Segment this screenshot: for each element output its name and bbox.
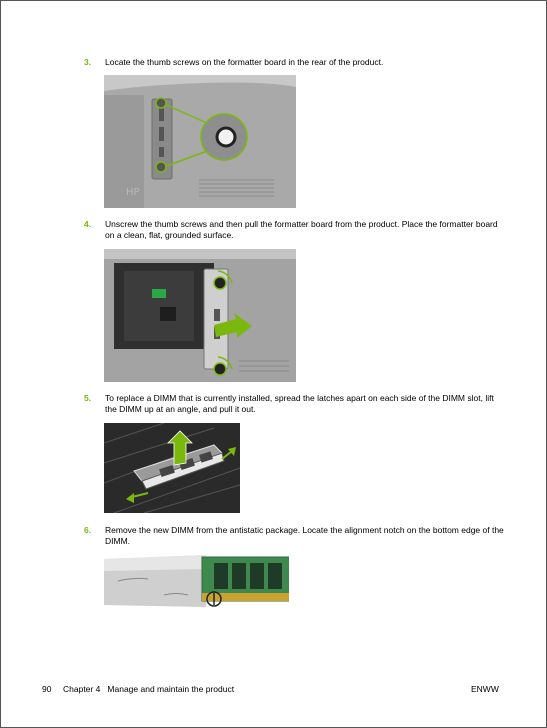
page-number: 90 [42, 684, 52, 694]
step-4-text: Unscrew the thumb screws and then pull the formatter board from the product. Place the formatter board on a clean, flat, grounded surface. [105, 219, 498, 240]
printer-rear-thumb-screws-illustration [104, 75, 296, 208]
step-5-text: To replace a DIMM that is currently installed, spread the latches apart on each side of the DIMM slot, lift the DIMM up at an angle, and pull it out. [105, 393, 494, 414]
step-5-number: 5. [84, 393, 92, 403]
chapter-title: Chapter 4 Manage and maintain the product [63, 684, 235, 694]
svg-text:HP: HP [126, 187, 140, 198]
formatter-board-removal-illustration [104, 249, 296, 382]
dimm-removal-illustration [104, 423, 240, 513]
step-4-number: 4. [84, 219, 92, 229]
step-6-number: 6. [84, 525, 92, 535]
step-3-number: 3. [84, 57, 92, 67]
step-6-text: Remove the new DIMM from the antistatic package. Locate the alignment notch on the bottom edge of the DIMM. [105, 525, 504, 546]
footer-right-label: ENWW [471, 684, 499, 694]
dimm-antistatic-package-illustration [104, 555, 289, 610]
step-3-text: Locate the thumb screws on the formatter board in the rear of the product. [105, 57, 384, 67]
